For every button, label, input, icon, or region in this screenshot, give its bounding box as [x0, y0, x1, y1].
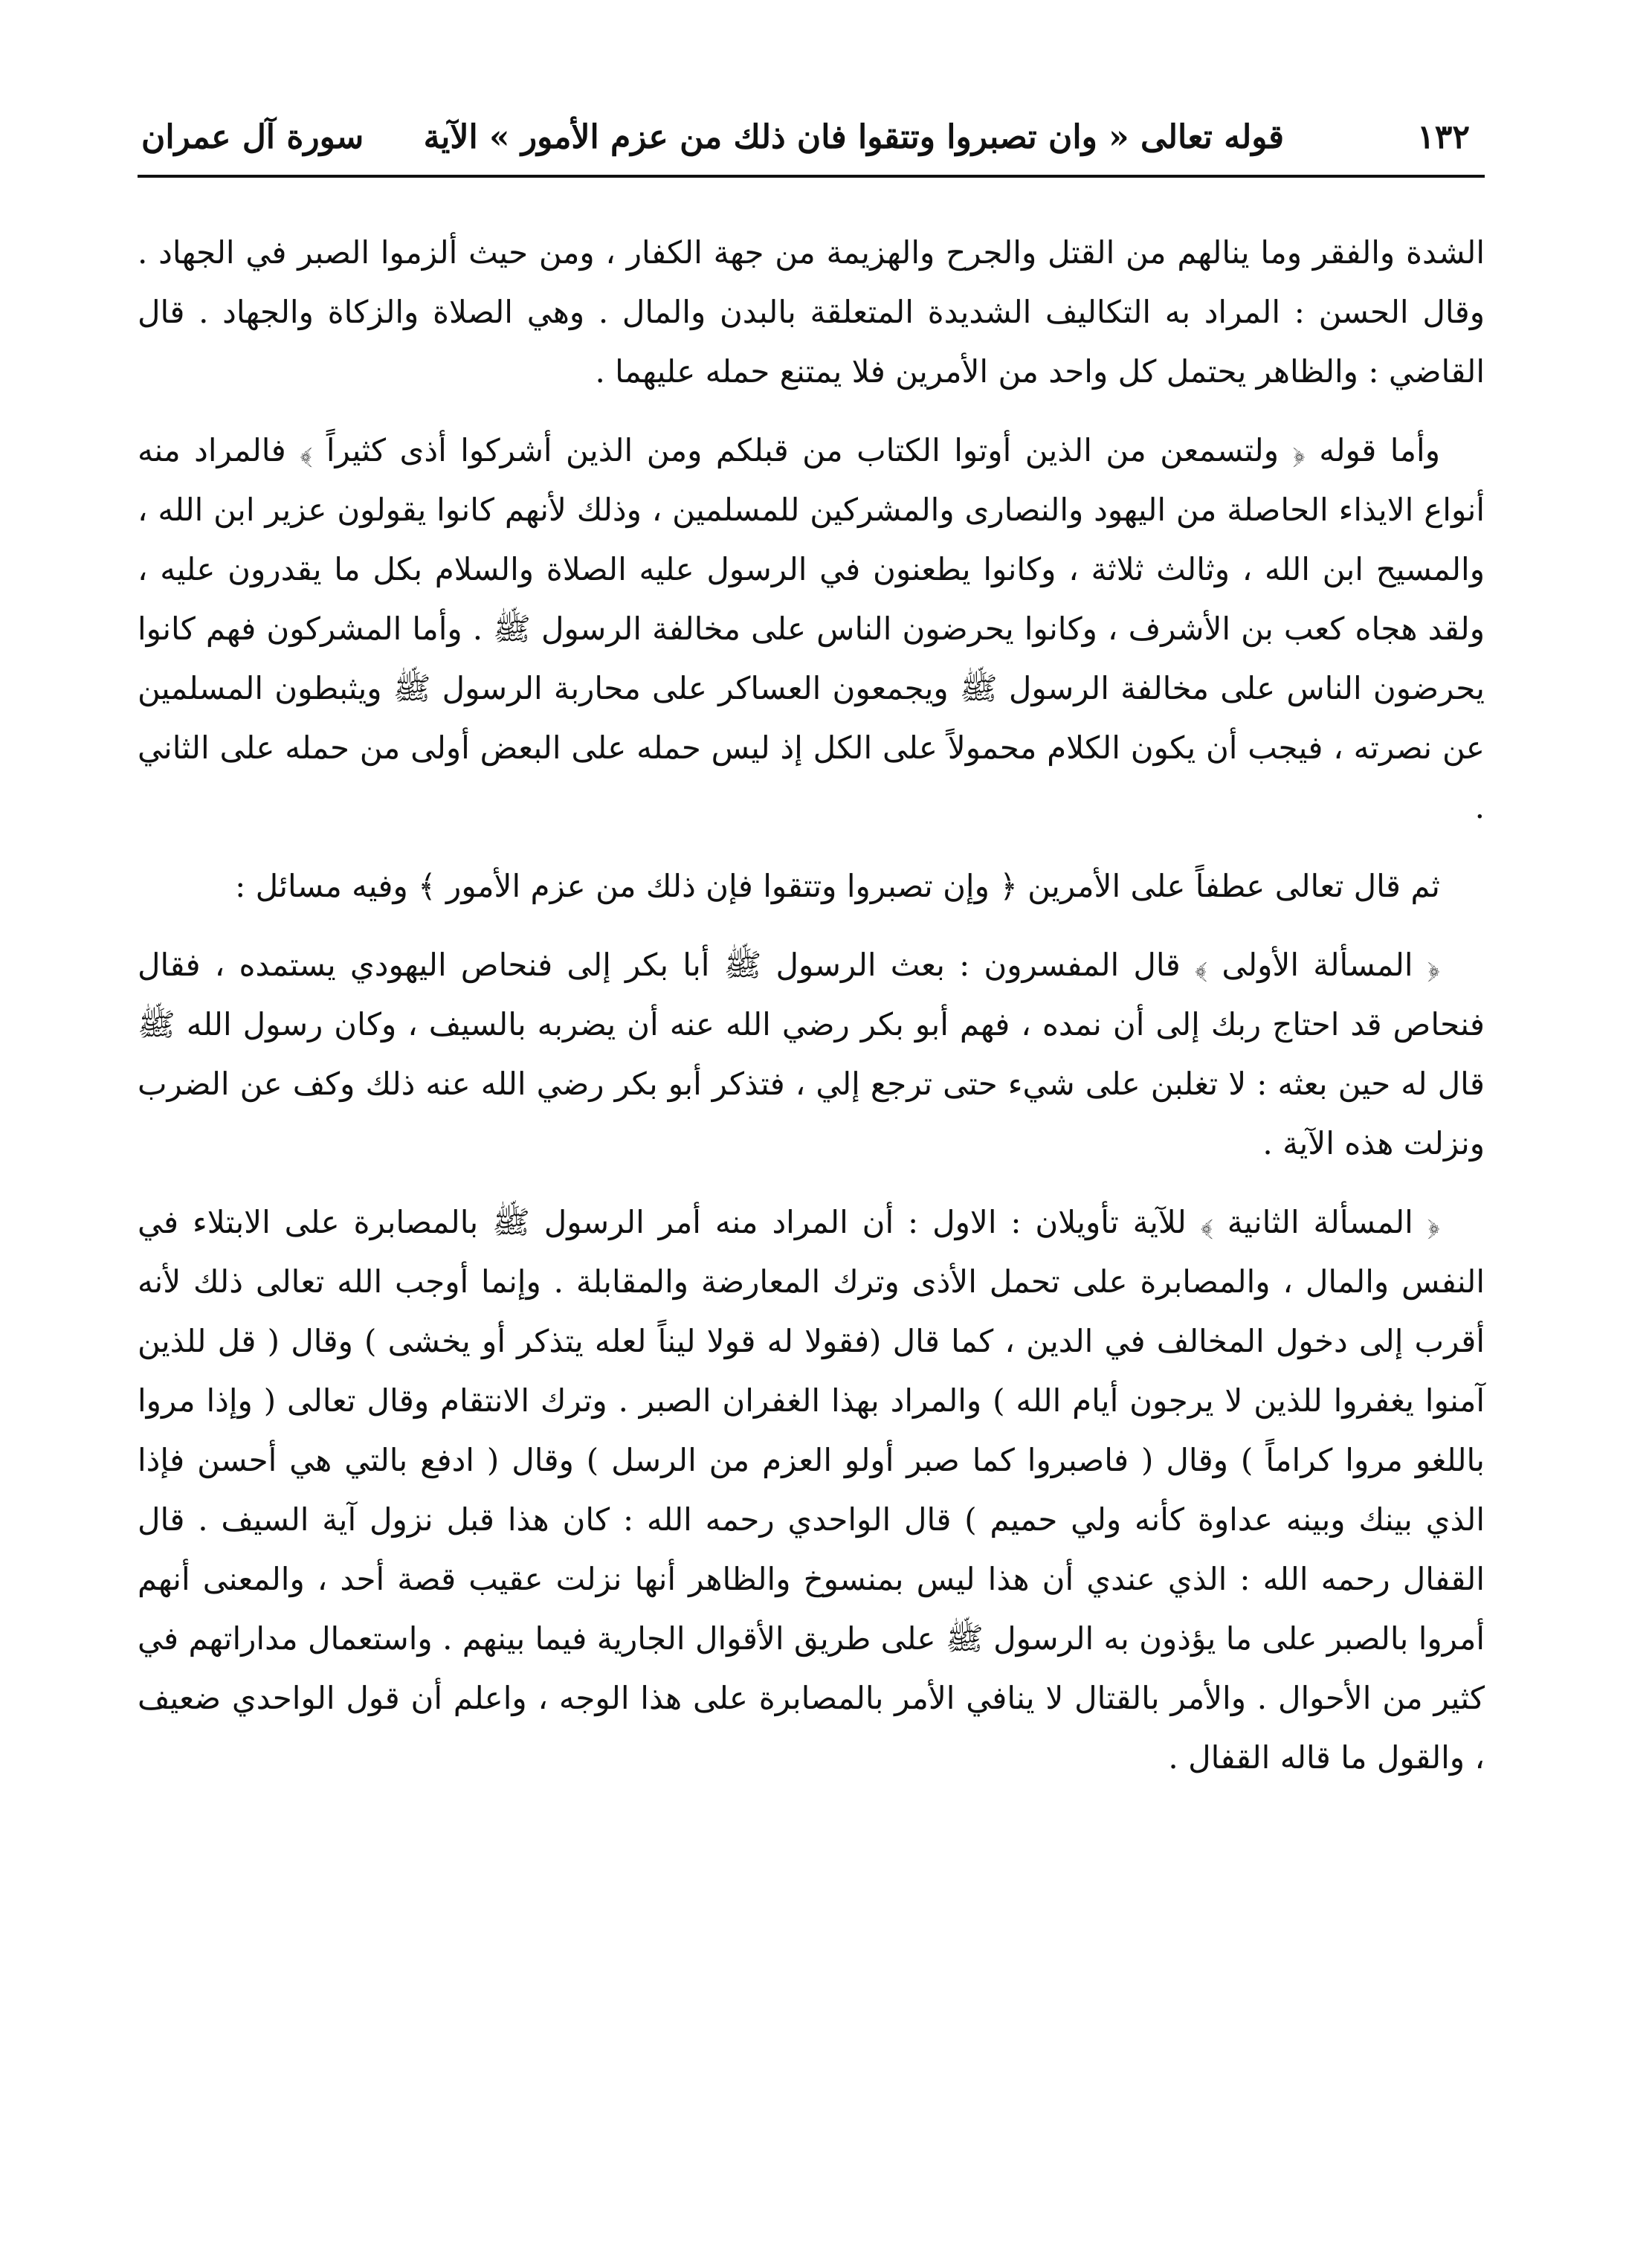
- surah-name: سورة آل عمران: [141, 118, 364, 156]
- paragraph-3: ثم قال تعالى عطفاً على الأمرين ﴿ وإن تصبروا وتتقوا فإن ذلك من عزم الأمور ﴾ وفيه مسائل :: [235, 868, 1440, 904]
- paragraph-1: الشدة والفقر وما ينالهم من القتل والجرح والهزيمة من جهة الكفار ، ومن حيث ألزموا الصبر في الجهاد . وقال الحسن : المراد به التكاليف الشديدة المتعلقة بالبدن والمال . وهي الصلاة والزكاة والجهاد . قال القاضي : والظاهر يحتمل كل واحد من الأمرين فلا يمتنع حمله عليهما .: [138, 234, 1485, 390]
- paragraph-5: ﴿ المسألة الثانية ﴾ للآية تأويلان : الاول : أن المراد منه أمر الرسول ﷺ بالمصابرة على الابتلاء في النفس والمال ، والمصابرة على تحمل الأذى وترك المعارضة والمقابلة . وإنما أوجب الله تعالى ذلك لأنه أقرب إلى دخول المخالف في الدين ، كما قال (فقولا له قولا ليناً لعله يتذكر أو يخشى ) وقال ( قل للذين آمنوا يغفروا للذين لا يرجون أيام الله ) والمراد بهذا الغفران الصبر . وترك الانتقام وقال تعالى ( وإذا مروا باللغو مروا كراماً ) وقال ( فاصبروا كما صبر أولو العزم من الرسل ) وقال ( ادفع بالتي هي أحسن فإذا الذي بينك وبينه عداوة كأنه ولي حميم ) قال الواحدي رحمه الله : كان هذا قبل نزول آية السيف . قال القفال رحمه الله : الذي عندي أن هذا ليس بمنسوخ والظاهر أنها نزلت عقيب قصة أحد ، والمعنى أنهم أمروا بالصبر على ما يؤذون به الرسول ﷺ على طريق الأقوال الجارية فيما بينهم . واستعمال مداراتهم في كثير من الأحوال . والأمر بالقتال لا ينافي الأمر بالمصابرة على هذا الوجه ، واعلم أن قول الواحدي ضعيف ، والقول ما قاله القفال .: [138, 1204, 1485, 1776]
- header-rule: [138, 175, 1485, 178]
- page-number: ١٣٢: [1417, 118, 1470, 156]
- paragraph-4: ﴿ المسألة الأولى ﴾ قال المفسرون : بعث الرسول ﷺ أبا بكر إلى فنحاص اليهودي يستمده ، فقال فنحاص قد احتاج ربك إلى أن نمده ، فهم أبو بكر رضي الله عنه أن يضربه بالسيف ، وكان رسول الله ﷺ قال له حين بعثه : لا تغلبن على شيء حتى ترجع إلي ، فتذكر أبو بكر رضي الله عنه ذلك وكف عن الضرب ونزلت هذه الآية .: [138, 947, 1485, 1161]
- page-header: [138, 112, 1485, 164]
- body-text: [138, 223, 1485, 1807]
- paragraph-2: وأما قوله ﴿ ولتسمعن من الذين أوتوا الكتاب من قبلكم ومن الذين أشركوا أذى كثيراً ﴾ فالمراد منه أنواع الايذاء الحاصلة من اليهود والنصارى والمشركين للمسلمين ، وذلك لأنهم كانوا يقولون عزير ابن الله ، والمسيح ابن الله ، وثالث ثلاثة ، وكانوا يطعنون في الرسول عليه الصلاة والسلام بكل ما يقدرون عليه ، ولقد هجاه كعب بن الأشرف ، وكانوا يحرضون الناس على مخالفة الرسول ﷺ . وأما المشركون فهم كانوا يحرضون الناس على مخالفة الرسول ﷺ ويجمعون العساكر على محاربة الرسول ﷺ ويثبطون المسلمين عن نصرته ، فيجب أن يكون الكلام محمولاً على الكل إذ ليس حمله على البعض أولى من حمله على الثاني .: [138, 432, 1485, 825]
- running-title: قوله تعالى « وان تصبروا وتتقوا فان ذلك من عزم الأمور » الآية: [423, 118, 1284, 156]
